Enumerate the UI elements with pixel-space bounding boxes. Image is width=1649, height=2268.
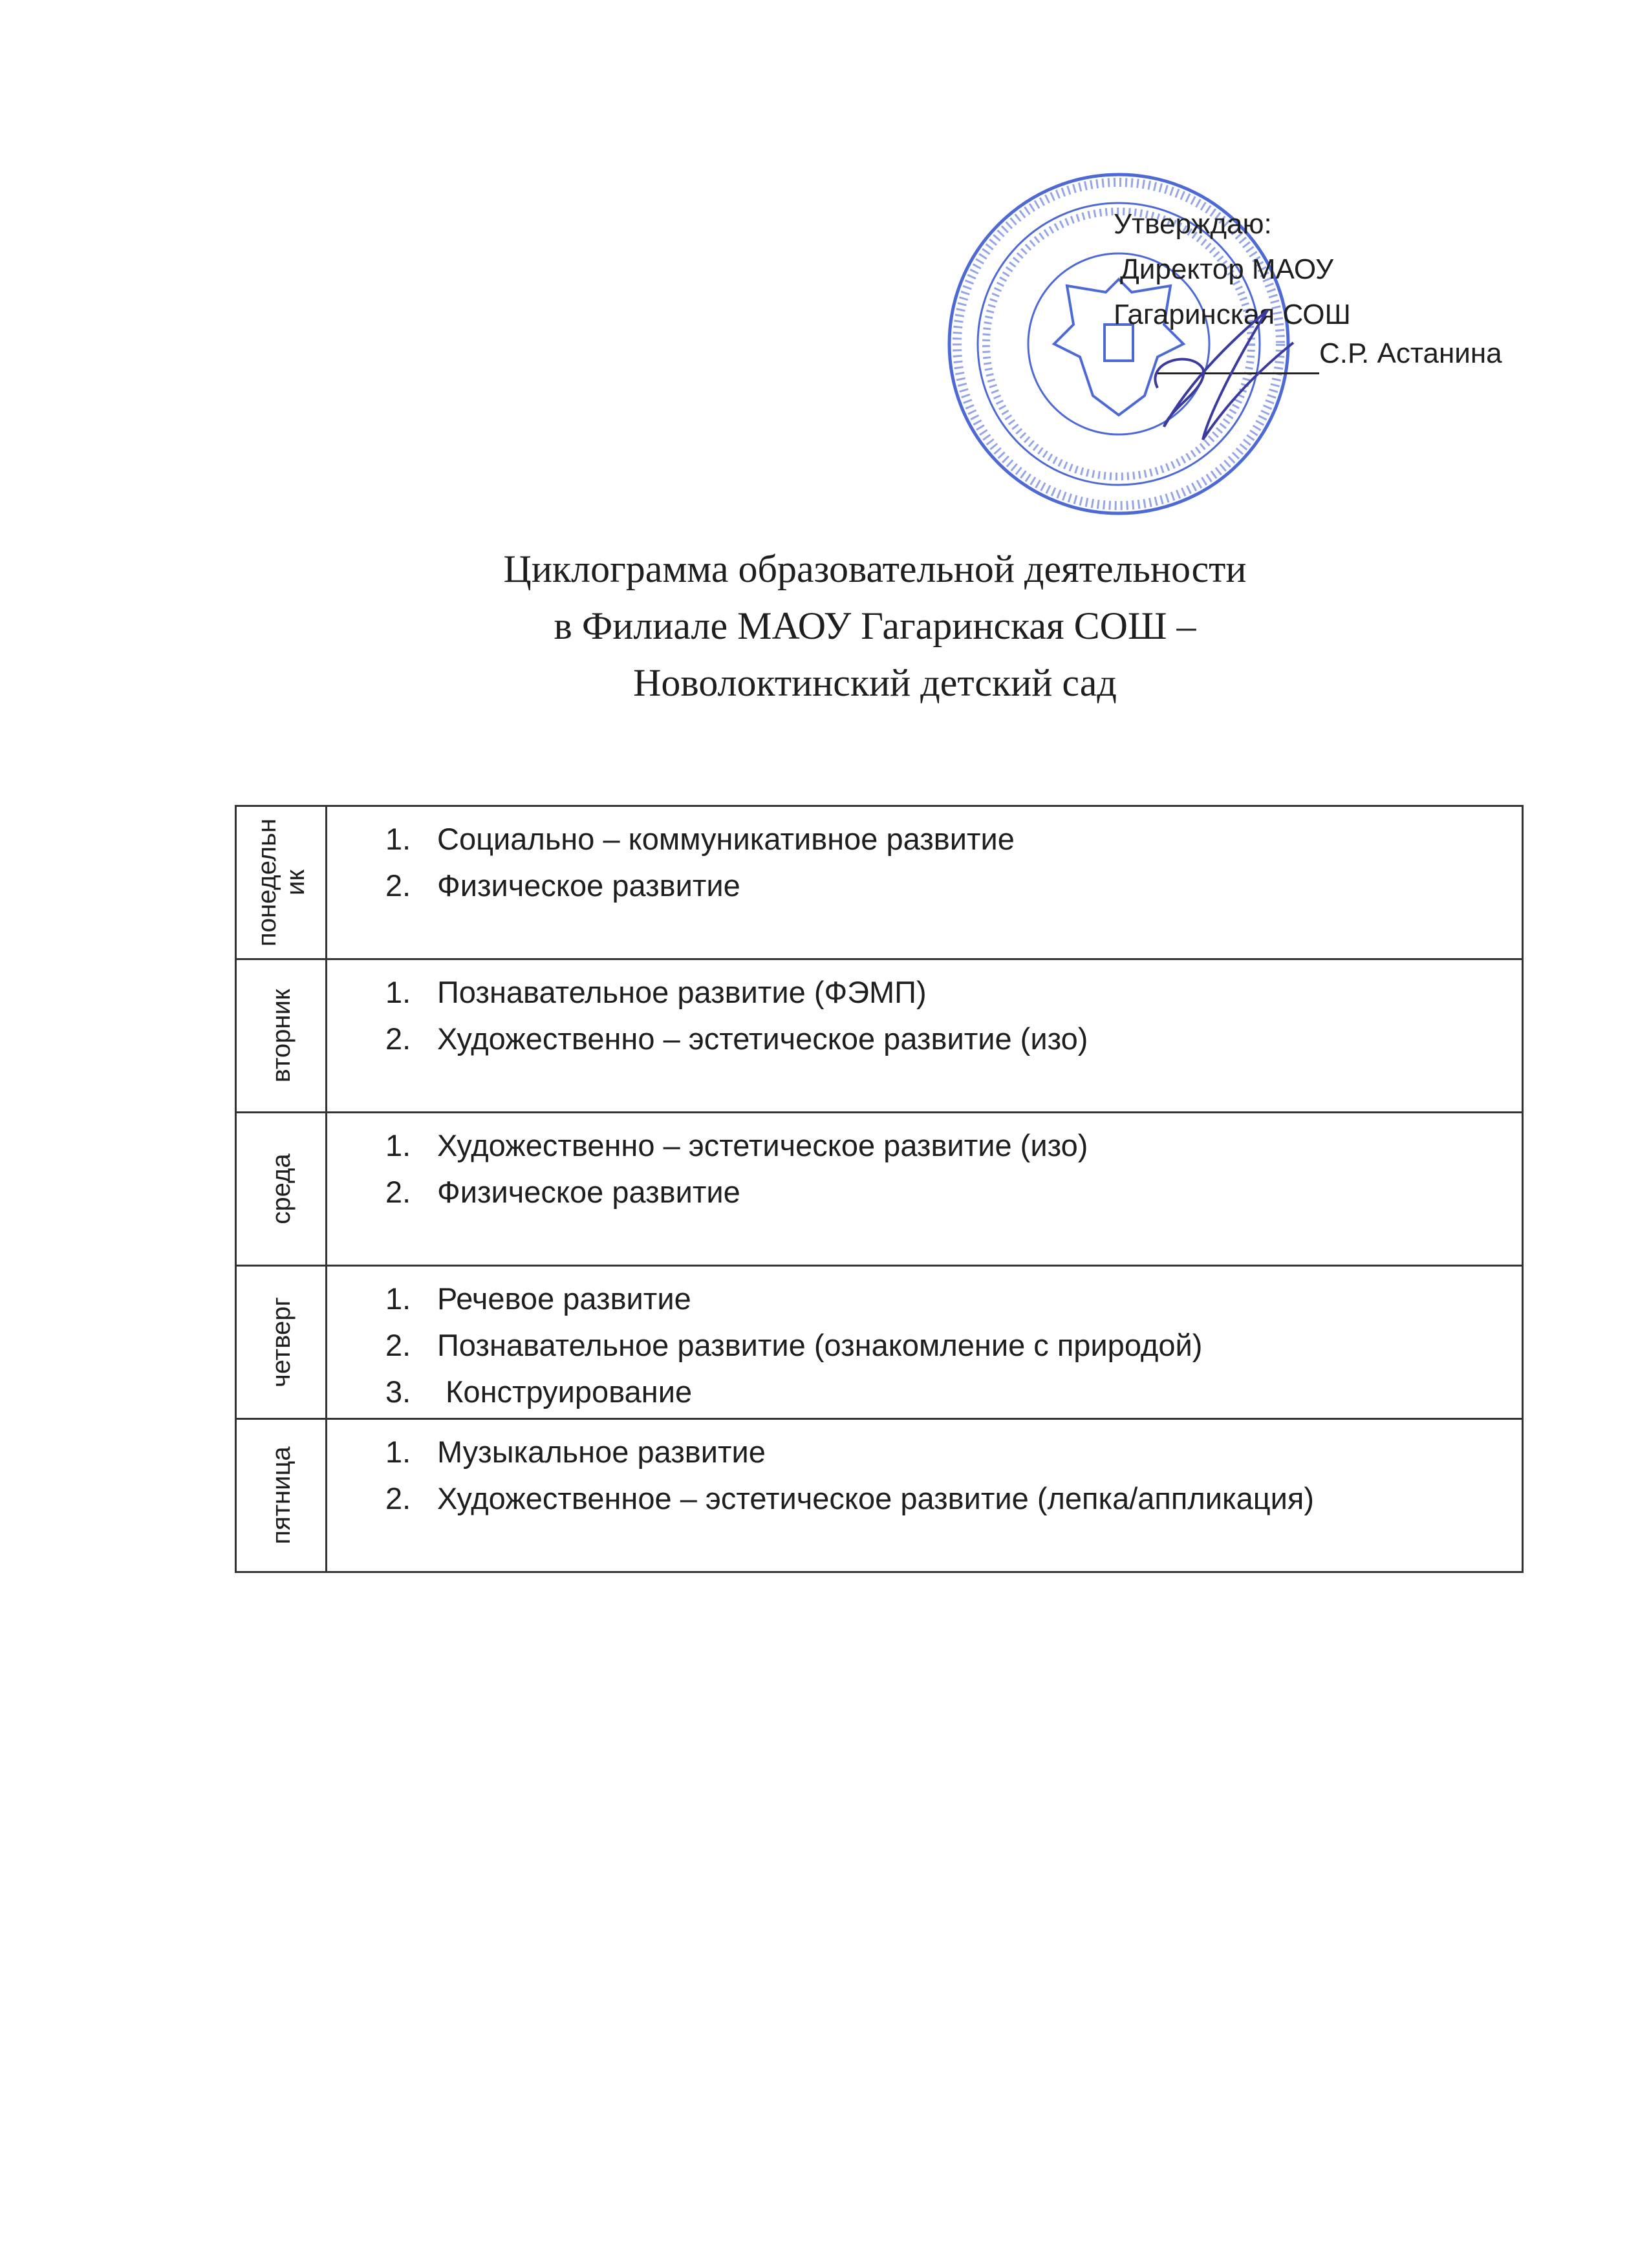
day-name: понедельник — [252, 818, 310, 947]
item-text: Познавательное развитие (ФЭМП) — [437, 975, 927, 1009]
day-cell — [236, 806, 327, 959]
item-number: 1. — [385, 1281, 411, 1316]
day-cell — [236, 1113, 327, 1266]
activities-cell — [327, 1419, 1523, 1572]
day-name: среда — [266, 1153, 296, 1225]
table-row — [236, 1266, 1523, 1419]
approval-organization: Гагаринская СОШ — [1114, 299, 1351, 330]
list-item — [327, 1016, 1522, 1062]
schedule-table — [235, 805, 1524, 1573]
day-cell — [236, 1266, 327, 1419]
title-line-3: Новолоктинский детский сад — [633, 661, 1117, 704]
table-row — [236, 1113, 1523, 1266]
list-item — [327, 1369, 1522, 1415]
approval-position: Директор МАОУ — [1120, 253, 1334, 285]
activities-list — [327, 1276, 1522, 1415]
item-text: Социально – коммуникативное развитие — [437, 822, 1015, 856]
day-name: пятница — [266, 1446, 296, 1545]
list-item — [327, 862, 1522, 909]
activities-list — [327, 969, 1522, 1062]
approval-label: Утверждаю: — [1114, 208, 1272, 240]
table-row — [236, 959, 1523, 1113]
list-item — [327, 1122, 1522, 1169]
day-name: четверг — [266, 1297, 296, 1387]
item-text: Художественно – эстетическое развитие (изо) — [437, 1022, 1088, 1056]
item-number: 2. — [385, 1175, 411, 1209]
item-number: 1. — [385, 1435, 411, 1469]
page-title — [0, 540, 1649, 711]
item-number: 2. — [385, 1481, 411, 1515]
item-text: Физическое развитие — [437, 1175, 740, 1209]
list-item — [327, 816, 1522, 862]
item-number: 2. — [385, 1022, 411, 1056]
item-text: Конструирование — [437, 1375, 693, 1409]
activities-list — [327, 1429, 1522, 1522]
item-text: Речевое развитие — [437, 1281, 691, 1316]
title-line-1: Циклограмма образовательной деятельности — [503, 548, 1247, 590]
item-number: 2. — [385, 868, 411, 903]
item-text: Художественно – эстетическое развитие (изо) — [437, 1128, 1088, 1162]
item-text: Физическое развитие — [437, 868, 740, 903]
day-cell — [236, 1419, 327, 1572]
day-name: вторник — [266, 989, 296, 1083]
list-item — [327, 1276, 1522, 1322]
table-row — [236, 806, 1523, 959]
list-item — [327, 1322, 1522, 1369]
list-item — [327, 1169, 1522, 1215]
item-number: 1. — [385, 822, 411, 856]
activities-list — [327, 816, 1522, 909]
title-line-2: в Филиале МАОУ Гагаринская СОШ – — [554, 604, 1196, 647]
item-number: 1. — [385, 1128, 411, 1162]
day-cell — [236, 959, 327, 1113]
list-item — [327, 1475, 1522, 1522]
item-text: Художественное – эстетическое развитие (лепка/аппликация) — [437, 1481, 1315, 1515]
item-number: 1. — [385, 975, 411, 1009]
item-number: 2. — [385, 1328, 411, 1362]
signature — [1132, 304, 1300, 446]
activities-cell — [327, 1266, 1523, 1419]
activities-list — [327, 1122, 1522, 1215]
list-item — [327, 1429, 1522, 1475]
signer-name: С.Р. Астанина — [1319, 337, 1502, 369]
table-row — [236, 1419, 1523, 1572]
activities-cell — [327, 806, 1523, 959]
item-text: Музыкальное развитие — [437, 1435, 766, 1469]
item-number: 3. — [385, 1375, 411, 1409]
activities-cell — [327, 1113, 1523, 1266]
activities-cell — [327, 959, 1523, 1113]
list-item — [327, 969, 1522, 1016]
item-text: Познавательное развитие (ознакомление с природой) — [437, 1328, 1203, 1362]
